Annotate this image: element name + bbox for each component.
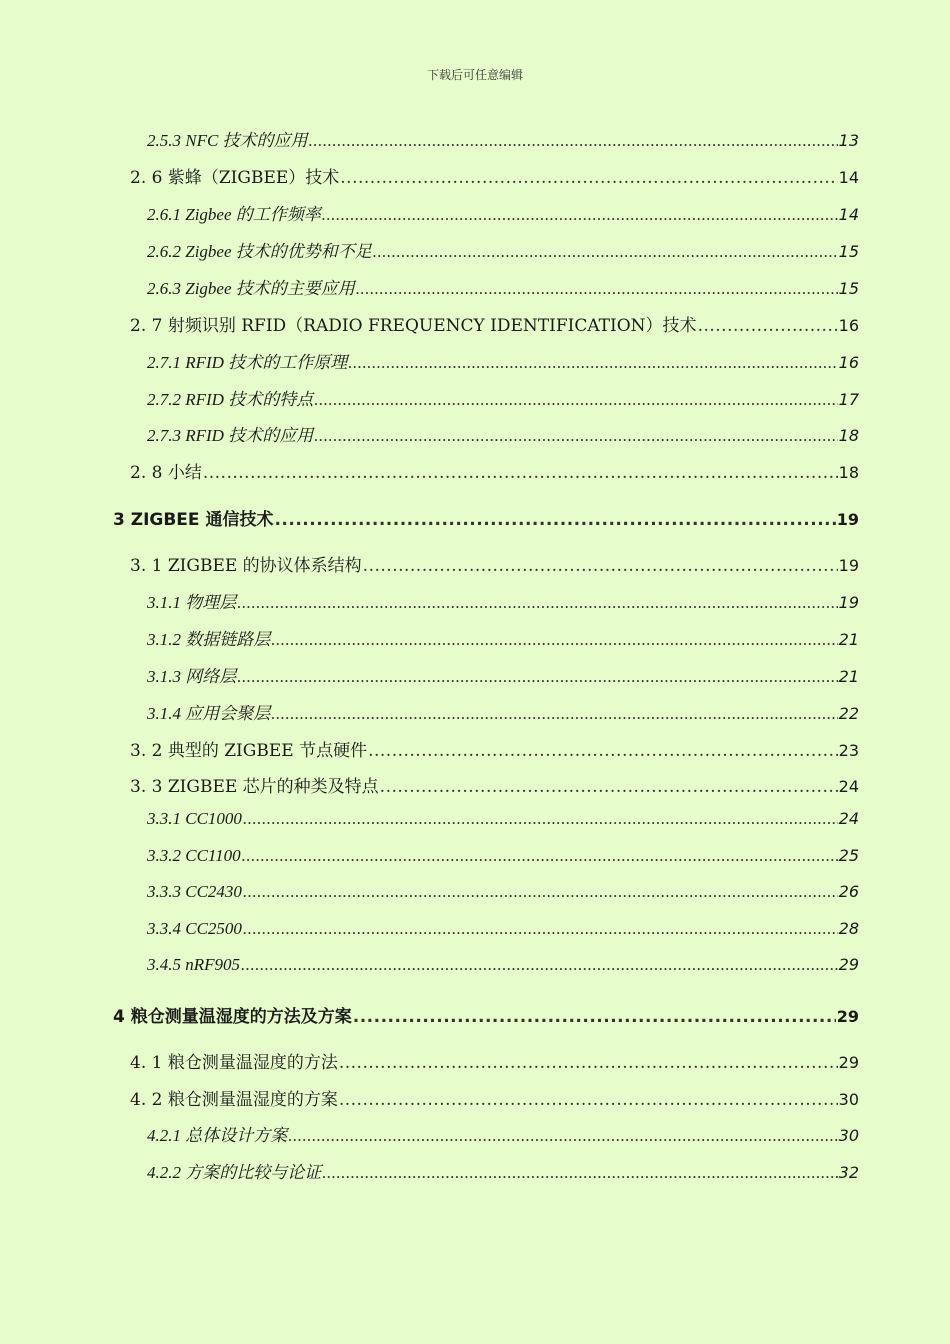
dot-leader — [348, 353, 837, 373]
dot-leader — [314, 426, 837, 446]
toc-entry[interactable] — [147, 274, 859, 299]
toc-entry-title: 3.1.4 应用会聚层 — [147, 704, 271, 723]
toc-entry[interactable] — [147, 882, 859, 902]
toc-entry[interactable] — [130, 163, 859, 188]
toc-entry[interactable] — [147, 588, 859, 613]
toc-entry[interactable] — [130, 311, 859, 336]
toc-entry-title: 2. 8 小结 — [130, 463, 202, 483]
toc-entry[interactable] — [147, 955, 859, 975]
toc-entry-page-number: 28 — [838, 919, 859, 938]
dot-leader — [241, 955, 838, 975]
toc-entry[interactable] — [130, 736, 859, 761]
page-header: 下载后可任意编辑 — [426, 68, 523, 82]
toc-entry[interactable] — [130, 772, 859, 797]
toc-entry-title: 2.7.2 RFID 技术的特点 — [147, 390, 314, 409]
dot-leader — [242, 846, 838, 866]
toc-entry-page-number: 24 — [838, 809, 859, 828]
toc-entry-page-number: 32 — [838, 1163, 859, 1182]
toc-entry-page-number: 21 — [838, 630, 859, 649]
toc-entry[interactable] — [130, 551, 859, 576]
toc-entry-page-number: 25 — [838, 846, 859, 865]
dot-leader — [243, 919, 838, 939]
dot-leader — [368, 741, 838, 761]
toc-entry-page-number: 21 — [838, 667, 859, 686]
toc-entry[interactable] — [147, 385, 859, 410]
toc-entry-page-number: 19 — [838, 593, 859, 612]
toc-entry[interactable] — [147, 200, 859, 225]
toc-entry-page-number: 13 — [838, 131, 859, 150]
toc-entry-title: 2. 7 射频识别 RFID（RADIO FREQUENCY IDENTIFICATION）技术 — [130, 316, 697, 336]
dot-leader — [363, 556, 838, 576]
toc-entry-page-number: 15 — [838, 242, 859, 261]
toc-entry-title: 2. 6 紫蜂（ZIGBEE）技术 — [130, 168, 340, 188]
toc-entry-title: 4.2.1 总体设计方案 — [147, 1126, 288, 1145]
toc-entry-page-number: 29 — [838, 955, 859, 974]
toc-entry-page-number: 29 — [836, 1007, 859, 1026]
toc-entry[interactable] — [147, 1121, 859, 1146]
dot-leader — [373, 242, 838, 262]
toc-entry-title: 2.6.3 Zigbee 技术的主要应用 — [147, 279, 355, 298]
toc-entry-title: 2.6.1 Zigbee 的工作频率 — [147, 205, 321, 224]
toc-entry-title: 3. 2 典型的 ZIGBEE 节点硬件 — [130, 741, 368, 761]
toc-entry[interactable] — [147, 421, 859, 446]
toc-entry[interactable] — [113, 1002, 859, 1027]
dot-leader — [237, 593, 837, 613]
toc-entry-title: 3.3.3 CC2430 — [147, 882, 242, 901]
dot-leader — [288, 1126, 837, 1146]
toc-entry[interactable] — [147, 1158, 859, 1183]
toc-entry-title: 2.6.2 Zigbee 技术的优势和不足 — [147, 242, 372, 261]
dot-leader — [698, 316, 838, 336]
toc-entry[interactable] — [130, 1085, 859, 1110]
toc-entry-page-number: 24 — [838, 777, 859, 796]
toc-entry-page-number: 26 — [838, 882, 859, 901]
toc-entry-page-number: 30 — [838, 1126, 859, 1145]
dot-leader — [322, 1163, 837, 1183]
toc-entry-title: 3. 3 ZIGBEE 芯片的种类及特点 — [130, 777, 379, 797]
dot-leader — [274, 510, 835, 530]
toc-entry[interactable] — [113, 505, 859, 530]
toc-entry-page-number: 23 — [838, 741, 859, 760]
toc-entry[interactable] — [147, 126, 859, 151]
dot-leader — [322, 205, 838, 225]
toc-entry-title: 3.1.3 网络层 — [147, 667, 237, 686]
dot-leader — [380, 777, 838, 797]
toc-entry-title: 4.2.2 方案的比较与论证 — [147, 1163, 322, 1182]
dot-leader — [353, 1007, 836, 1027]
toc-entry-page-number: 15 — [838, 279, 859, 298]
dot-leader — [314, 390, 837, 410]
toc-entry-title: 3 ZIGBEE 通信技术 — [113, 510, 274, 530]
toc-entry-page-number: 18 — [838, 463, 859, 482]
toc-entry[interactable] — [147, 699, 859, 724]
toc-entry-page-number: 17 — [838, 390, 859, 409]
toc-entry-page-number: 14 — [838, 205, 859, 224]
dot-leader — [271, 704, 837, 724]
dot-leader — [237, 667, 837, 687]
toc-entry[interactable] — [147, 237, 859, 262]
toc-entry-title: 2.7.3 RFID 技术的应用 — [147, 426, 314, 445]
toc-entry-title: 3.1.2 数据链路层 — [147, 630, 271, 649]
toc-entry-title: 3. 1 ZIGBEE 的协议体系结构 — [130, 556, 362, 576]
toc-entry-title: 4 粮仓测量温湿度的方法及方案 — [113, 1007, 352, 1027]
toc-entry-page-number: 16 — [838, 316, 859, 335]
toc-entry[interactable] — [147, 348, 859, 373]
toc-entry-page-number: 19 — [838, 556, 859, 575]
toc-entry-title: 3.1.1 物理层 — [147, 593, 237, 612]
toc-entry-title: 2.7.1 RFID 技术的工作原理 — [147, 353, 348, 372]
dot-leader — [309, 131, 838, 151]
toc-entry-page-number: 22 — [838, 704, 859, 723]
dot-leader — [340, 168, 837, 188]
dot-leader — [243, 809, 838, 829]
toc-entry-page-number: 19 — [836, 510, 859, 529]
toc-entry-title: 4. 1 粮仓测量温湿度的方法 — [130, 1053, 338, 1073]
dot-leader — [271, 630, 837, 650]
toc-entry-title: 4. 2 粮仓测量温湿度的方案 — [130, 1090, 338, 1110]
toc-entry[interactable] — [130, 458, 859, 483]
toc-entry[interactable] — [130, 1048, 859, 1073]
toc-entry-title: 2.5.3 NFC 技术的应用 — [147, 131, 308, 150]
toc-entry-page-number: 14 — [838, 168, 859, 187]
toc-entry[interactable] — [147, 846, 859, 866]
dot-leader — [339, 1053, 838, 1073]
dot-leader — [203, 463, 838, 483]
toc-entry-page-number: 29 — [838, 1053, 859, 1072]
toc-entry-title: 3.3.4 CC2500 — [147, 919, 242, 938]
dot-leader — [356, 279, 838, 299]
toc-entry-title: 3.3.1 CC1000 — [147, 809, 242, 828]
dot-leader — [243, 882, 838, 902]
dot-leader — [339, 1090, 838, 1110]
toc-entry[interactable] — [147, 625, 859, 650]
toc-entry-page-number: 18 — [838, 426, 859, 445]
toc-entry[interactable] — [147, 809, 859, 829]
toc-entry[interactable] — [147, 919, 859, 939]
toc-entry-title: 3.4.5 nRF905 — [147, 955, 241, 974]
toc-entry[interactable] — [147, 662, 859, 687]
toc-entry-title: 3.3.2 CC1100 — [147, 846, 241, 865]
toc-entry-page-number: 16 — [838, 353, 859, 372]
toc-entry-page-number: 30 — [838, 1090, 859, 1109]
